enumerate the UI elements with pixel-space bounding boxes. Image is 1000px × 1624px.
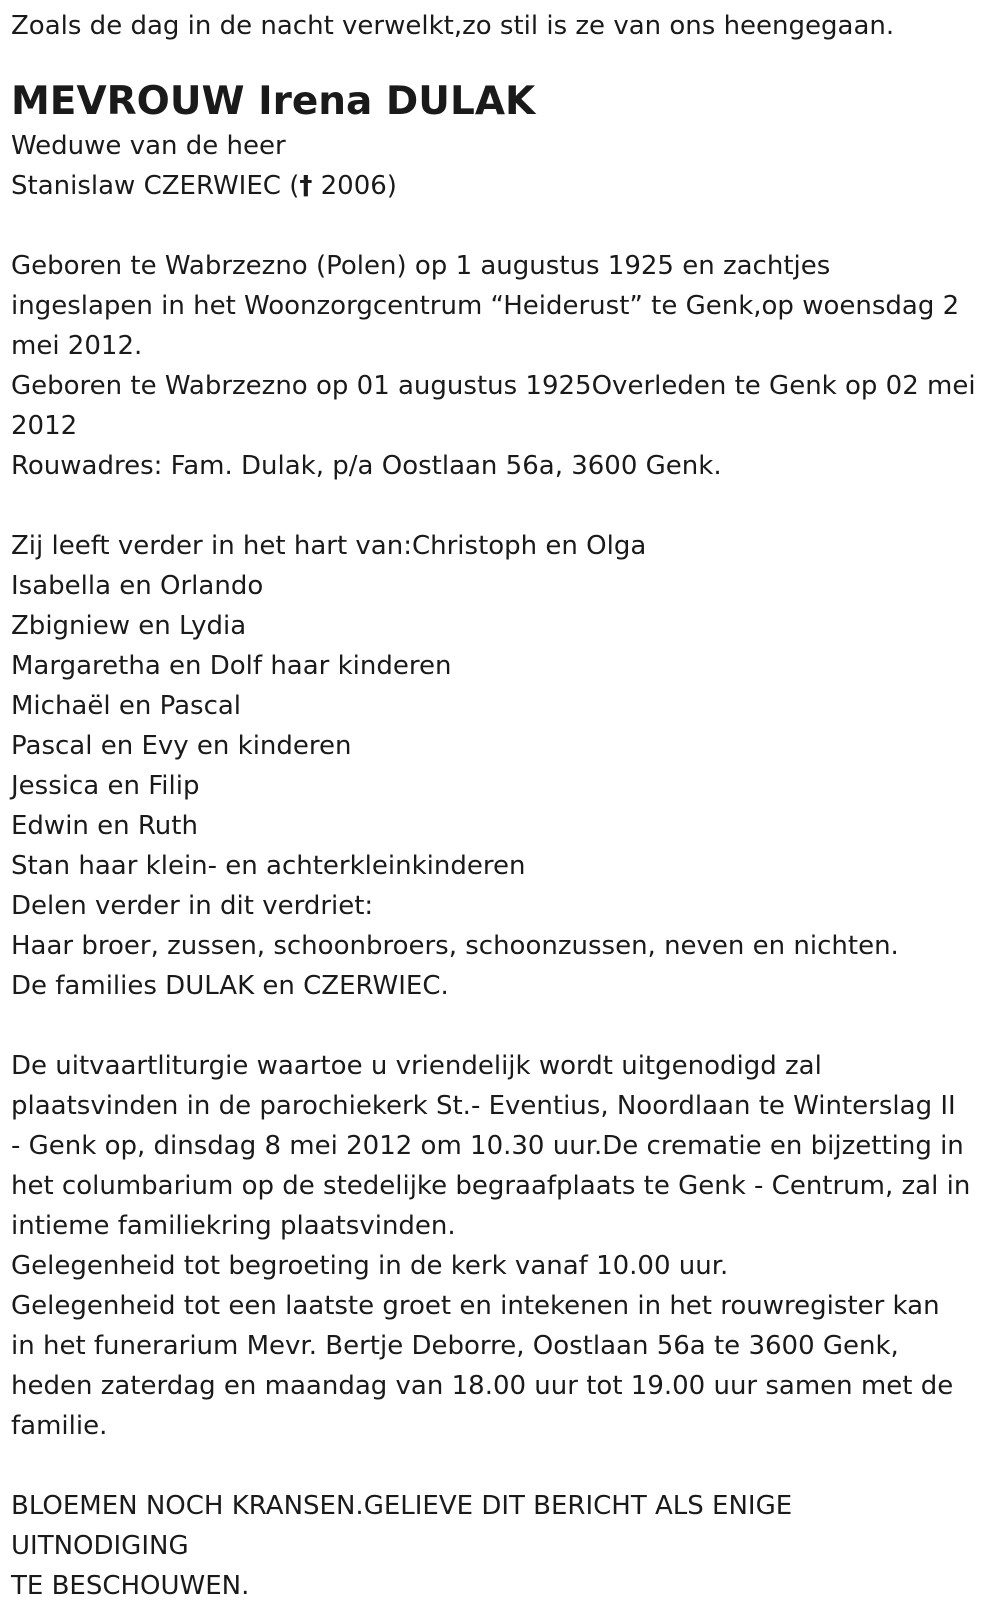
closing-line: BLOEMEN NOCH KRANSEN.GELIEVE DIT BERICHT ALS ENIGE: [11, 1491, 793, 1521]
funeral-line: plaatsvinden in de parochiekerk St.- Eventius, Noordlaan te Winterslag II: [11, 1091, 956, 1121]
family-line: Michaël en Pascal: [11, 691, 242, 721]
family-line: Delen verder in dit verdriet:: [11, 891, 374, 921]
family-line: Jessica en Filip: [11, 771, 200, 801]
funeral-line: intieme familiekring plaatsvinden.: [11, 1211, 456, 1241]
funeral-line: heden zaterdag en maandag van 18.00 uur tot 19.00 uur samen met de: [11, 1371, 954, 1401]
deceased-name-title: MEVROUW Irena DULAK: [11, 79, 536, 124]
birth-death-section: [11, 246, 991, 486]
family-line: De families DULAK en CZERWIEC.: [11, 971, 449, 1001]
funeral-line: Gelegenheid tot begroeting in de kerk vanaf 10.00 uur.: [11, 1251, 729, 1281]
funeral-line: - Genk op, dinsdag 8 mei 2012 om 10.30 uur.De crematie en bijzetting in: [11, 1131, 964, 1161]
spacer: [11, 486, 991, 526]
spouse-section: [11, 126, 991, 206]
family-line: Stan haar klein- en achterkleinkinderen: [11, 851, 526, 881]
spouse-line: Weduwe van de heer: [11, 131, 286, 161]
family-line: Margaretha en Dolf haar kinderen: [11, 651, 452, 681]
spouse-name: Stanislaw CZERWIEC (: [11, 171, 300, 201]
family-line: Haar broer, zussen, schoonbroers, schoonzussen, neven en nichten.: [11, 931, 899, 961]
cross-icon: †: [299, 171, 313, 201]
funeral-section: [11, 1046, 991, 1446]
funeral-line: Gelegenheid tot een laatste groet en intekenen in het rouwregister kan: [11, 1291, 940, 1321]
family-line: Edwin en Ruth: [11, 811, 198, 841]
spacer: [11, 1006, 991, 1046]
funeral-line: in het funerarium Mevr. Bertje Deborre, Oostlaan 56a te 3600 Genk,: [11, 1331, 899, 1361]
obituary-notice: [11, 0, 991, 1606]
family-line: Isabella en Orlando: [11, 571, 264, 601]
spouse-death-year: 2006): [320, 171, 397, 201]
funeral-line: familie.: [11, 1411, 108, 1441]
family-line: Zij leeft verder in het hart van:Christoph en Olga: [11, 531, 647, 561]
closing-line: UITNODIGING: [11, 1531, 189, 1561]
family-section: [11, 526, 991, 1006]
closing-section: [11, 1486, 991, 1606]
text-line: mei 2012.: [11, 331, 143, 361]
funeral-line: het columbarium op de stedelijke begraafplaats te Genk - Centrum, zal in: [11, 1171, 971, 1201]
family-line: Pascal en Evy en kinderen: [11, 731, 352, 761]
funeral-line: De uitvaartliturgie waartoe u vriendelijk wordt uitgenodigd zal: [11, 1051, 822, 1081]
text-line: ingeslapen in het Woonzorgcentrum “Heiderust” te Genk,op woensdag 2: [11, 291, 960, 321]
mourning-address: Rouwadres: Fam. Dulak, p/a Oostlaan 56a, 3600 Genk.: [11, 451, 722, 481]
text-line: Geboren te Wabrzezno op 01 augustus 1925Overleden te Genk op 02 mei: [11, 371, 976, 401]
text-line: Geboren te Wabrzezno (Polen) op 1 augustus 1925 en zachtjes: [11, 251, 831, 281]
family-line: Zbigniew en Lydia: [11, 611, 247, 641]
closing-line: TE BESCHOUWEN.: [11, 1571, 250, 1601]
intro-verse: Zoals de dag in de nacht verwelkt,zo stil is ze van ons heengegaan.: [11, 11, 895, 41]
spouse-name-line: [11, 166, 991, 206]
text-line: 2012: [11, 411, 78, 441]
spacer: [11, 206, 991, 246]
spacer: [11, 1446, 991, 1486]
